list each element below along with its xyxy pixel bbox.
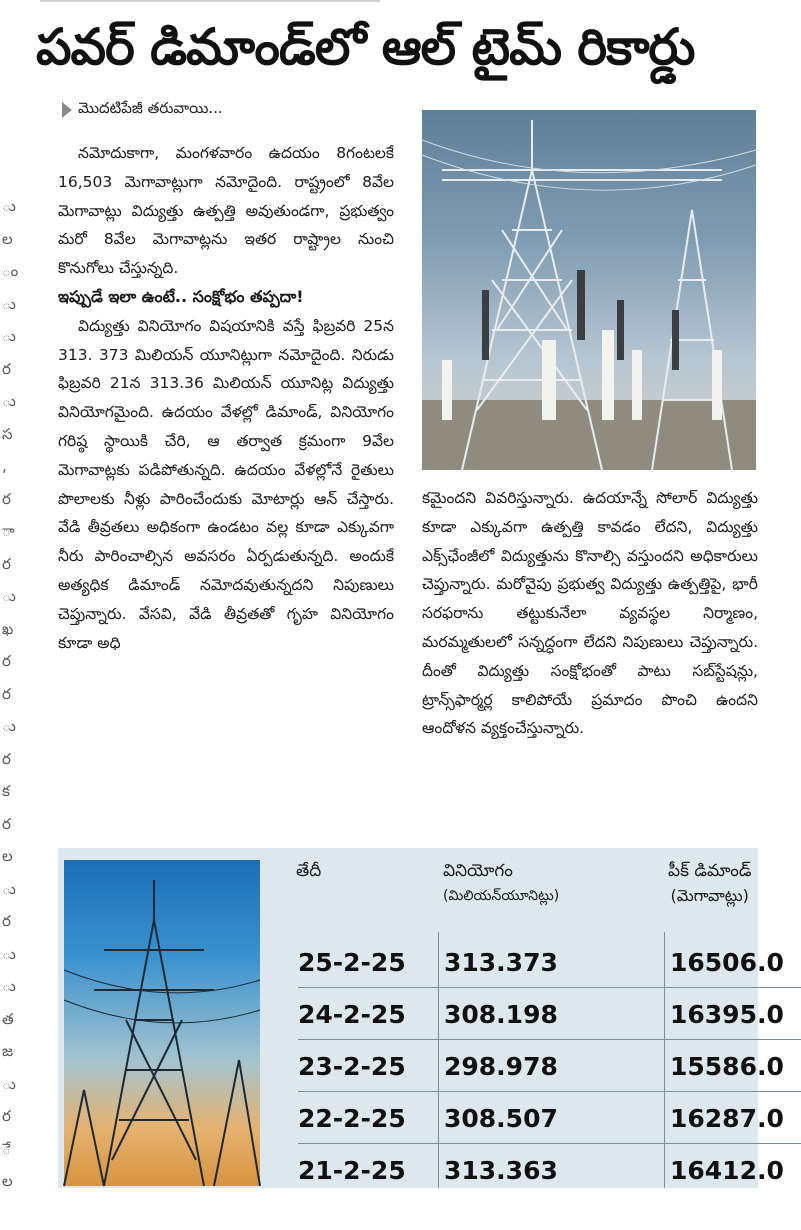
edge-glyph: ల	[2, 1172, 13, 1190]
article-paragraph-1: నమోదుకాగా, మంగళవారం ఉదయం 8గంటలకే 16,503 మెగావాట్లుగా నమోదైంది. రాష్ట్రంలో 8వేల మెగావాట్లు విద్యుత్తు ఉత్పత్తి అవుతుండగా, ప్రభుత్వం మరో 8వేల మెగావాట్లను ఇతర రాష్ట్రాల నుంచి కొనుగోలు చేస్తున్నది.	[58, 144, 394, 278]
edge-glyph: క	[2, 782, 10, 800]
table-header-peak-demand	[668, 858, 751, 908]
edge-glyph: ు	[2, 977, 16, 995]
power-data-table	[58, 848, 784, 1188]
cell-consumption: 313.373	[444, 948, 558, 977]
continued-from-front-page	[62, 98, 223, 122]
edge-glyph: ు	[2, 944, 16, 963]
cell-peak: 16412.0	[670, 1156, 784, 1185]
cell-date: 24-2-25	[298, 1000, 406, 1029]
cell-consumption: 308.198	[444, 1000, 558, 1029]
edge-glyph: ే	[2, 1139, 11, 1158]
triangle-arrow-icon	[62, 102, 72, 118]
cell-peak: 16506.0	[670, 948, 784, 977]
edge-glyph: ర	[2, 489, 11, 508]
top-rule	[40, 0, 380, 2]
cell-date: 22-2-25	[298, 1104, 406, 1133]
edge-glyph: ు	[2, 879, 16, 898]
edge-glyph: ు	[2, 1074, 16, 1093]
edge-glyph: ర	[2, 912, 11, 930]
edge-glyph: ు	[2, 717, 16, 735]
edge-glyph: ర	[2, 814, 11, 833]
edge-glyph: ర	[2, 1107, 11, 1125]
cell-date: 21-2-25	[298, 1156, 406, 1185]
article-right-column	[422, 484, 758, 743]
edge-glyph: ర	[2, 554, 11, 573]
headline: పవర్ డిమాండ్‌లో ఆల్ టైమ్ రికార్డు	[36, 18, 695, 76]
header-label: తేదీ	[296, 861, 322, 881]
article-paragraph-3: కమైందని వివరిస్తున్నారు. ఉదయాన్నే సోలార్ విద్యుత్తు కూడా ఎక్కువగా ఉత్పత్తి కావడం లేదని, విద్యుత్తు ఎక్స్‌ఛేంజీలో విద్యుత్తును కొనాల్సి వస్తుందని అధికారులు చెప్తున్నారు. మరోవైపు ప్రభుత్వ విద్యుత్తు ఉత్పత్తిపై, భారీ సరఫరాను తట్టుకునేలా వ్యవస్థల నిర్మాణం, మరమ్మతులలో సన్నద్ధంగా లేదని నిపుణులు చెప్తున్నారు. దీంతో విద్యుత్తు సంక్షోభంతో పాటు సబ్‌స్టేషన్లు, ట్రాన్స్‌ఫార్మర్ల కాలిపోయే ప్రమాదం పొంచి ఉందని ఆందోళన వ్యక్తంచేస్తున్నారు.	[422, 489, 758, 738]
header-unit: (మెగావాట్లు)	[670, 886, 749, 905]
edge-glyph: ం	[2, 262, 19, 280]
edge-glyph: ు	[2, 294, 16, 313]
cell-peak: 15586.0	[670, 1052, 784, 1081]
substation-illustration	[422, 110, 756, 470]
edge-glyph: ు	[2, 587, 16, 605]
article-paragraph-2: విద్యుత్తు వినియోగం విషయానికి వస్తే ఫిబ్రవరి 25న 313. 373 మిలియన్ యూనిట్లుగా నమోదైంది. నిరుడు ఫిబ్రవరి 21న 313.36 మిలియన్ యూనిట్ల విద్యుత్తు వినియోగమైంది. ఉదయం వేళల్లో డిమాండ్, వినియోగం గరిష్ఠ స్థాయికి చేరి, ఆ తర్వాత క్రమంగా 9వేల మెగావాట్లకు పడిపోతున్నది. ఉదయం వేళల్లోనే రైతులు పొలాలకు నీళ్లు పారించేందుకు మోటార్లు ఆన్ చేస్తారు. వేడి తీవ్రతలు అధికంగా ఉండటం వల్ల కూడా ఎక్కువగా నీరు పారించాల్సిన అవసరం ఏర్పడుతున్నది. అందుకే అత్యధిక డిమాండ్ నమోదవుతున్నదని నిపుణులు చెప్తున్నారు. వేసవి, వేడి తీవ్రతతో గృహ వినియోగం కూడా అధి	[58, 316, 394, 652]
edge-glyph: ర	[2, 652, 11, 670]
cell-consumption: 308.507	[444, 1104, 558, 1133]
edge-glyph: ు	[2, 327, 16, 345]
power-substation-photo	[422, 110, 756, 470]
edge-glyph: ఖ	[2, 619, 14, 638]
edge-glyph: ు	[2, 392, 16, 410]
table-row	[298, 1143, 801, 1195]
edge-glyph: త	[2, 1009, 14, 1028]
edge-glyph: జ	[2, 1042, 13, 1060]
transmission-tower-photo	[64, 860, 260, 1186]
article-left-column	[58, 139, 394, 657]
table-body	[298, 936, 801, 1195]
table-row	[298, 987, 801, 1039]
adjacent-column-edge	[0, 190, 20, 1190]
header-unit: (మిలియన్‌యూనిట్లు)	[443, 888, 560, 904]
header-label: పీక్ డిమాండ్	[668, 861, 752, 881]
edge-glyph: ర	[2, 359, 11, 378]
cell-date: 25-2-25	[298, 948, 406, 977]
cell-peak: 16395.0	[670, 1000, 784, 1029]
cell-date: 23-2-25	[298, 1052, 406, 1081]
header-label: వినియోగం	[443, 861, 513, 881]
table-row	[298, 1091, 801, 1143]
table-row	[298, 936, 801, 987]
edge-glyph: ు	[2, 197, 16, 215]
edge-glyph: ర	[2, 684, 11, 703]
edge-glyph: స	[2, 424, 13, 443]
article-subhead: ఇప్పుడే ఇలా ఉంటే.. సంక్షోభం తప్పదా!	[58, 286, 304, 306]
table-row	[298, 1039, 801, 1091]
cell-consumption: 298.978	[444, 1052, 558, 1081]
edge-glyph: ా	[2, 522, 15, 540]
cell-consumption: 313.363	[444, 1156, 558, 1185]
edge-glyph: ,	[2, 457, 7, 475]
table-header-date	[296, 858, 321, 884]
tower-illustration	[64, 860, 260, 1186]
edge-glyph: ల	[2, 847, 13, 865]
jump-text: మొదటిపేజీ తరువాయి...	[78, 99, 223, 117]
edge-glyph: ల	[2, 229, 13, 248]
edge-glyph: ర	[2, 749, 11, 768]
table-header-consumption	[443, 858, 559, 908]
cell-peak: 16287.0	[670, 1104, 784, 1133]
